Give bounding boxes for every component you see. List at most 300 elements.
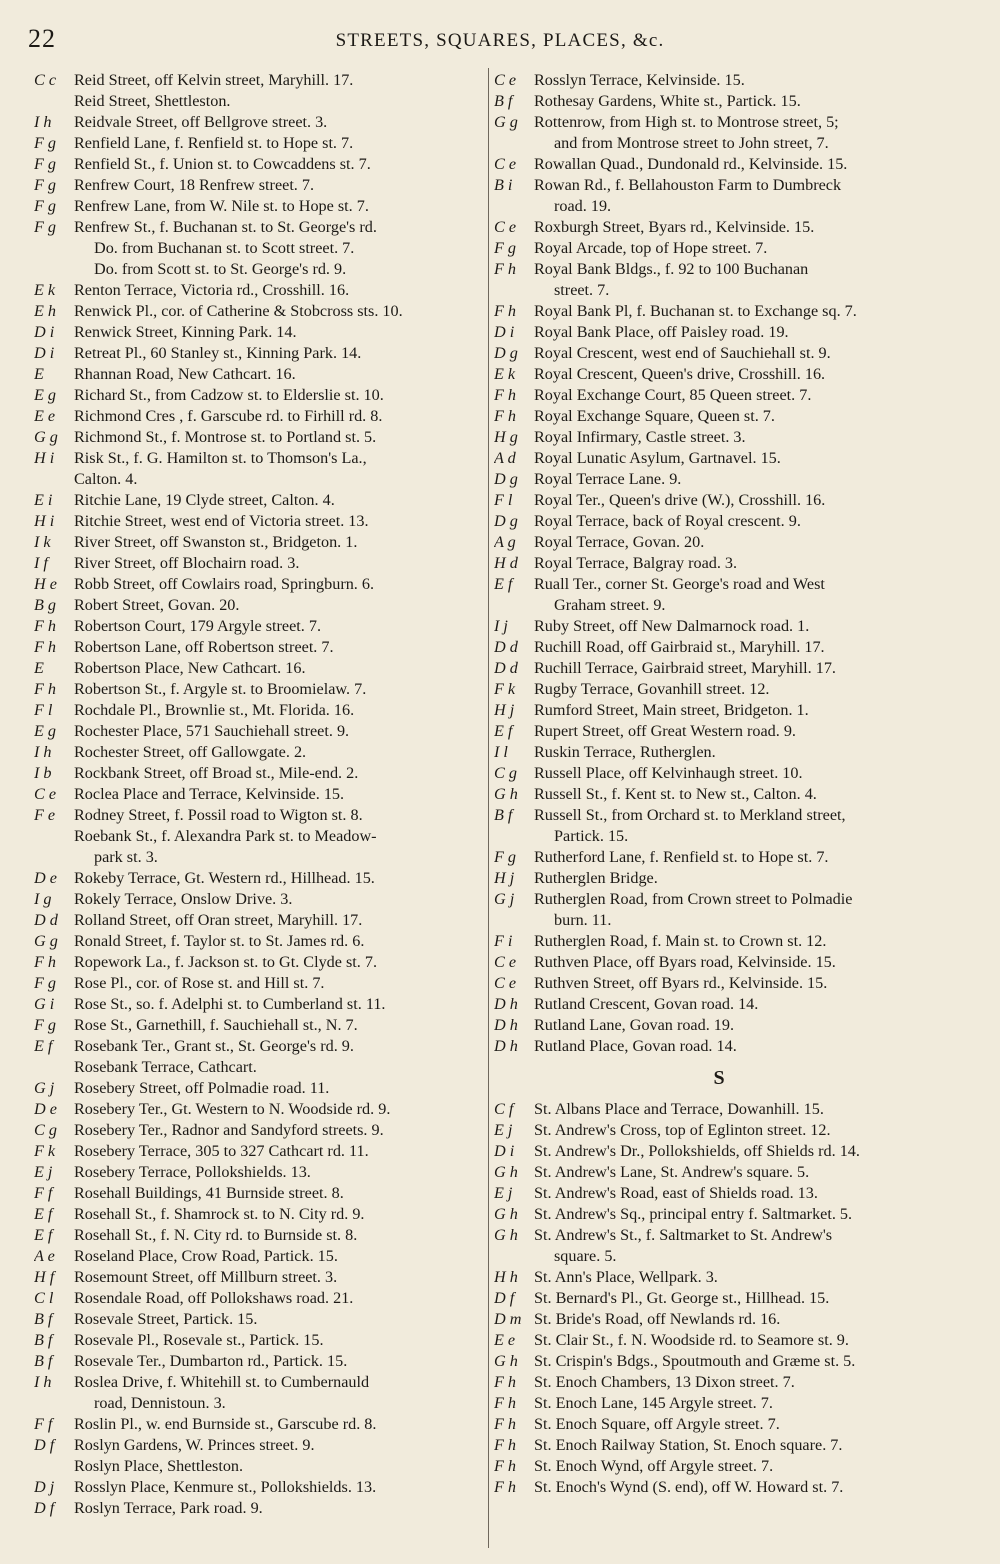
entry-text: Rosebery Street, off Polmadie road. 11. [74,1079,330,1097]
entry-text: Royal Exchange Court, 85 Queen street. 7. [534,386,812,404]
grid-reference: F h [494,386,517,404]
entry-text: Robertson Lane, off Robertson street. 7. [74,638,334,656]
grid-reference: E f [34,1205,53,1223]
grid-reference: F g [34,1016,57,1034]
entry-text: Richmond St., f. Montrose st. to Portland st. 5. [74,428,377,446]
entry-text: Ruall Ter., corner St. George's road and West [534,575,825,593]
directory-entry [494,385,944,406]
grid-reference: D h [494,995,518,1013]
entry-text: St. Crispin's Bdgs., Spoutmouth and Græme st. 5. [534,1352,856,1370]
directory-entry [494,259,944,280]
entry-text: Rutherglen Road, from Crown street to Polmadie [534,890,853,908]
grid-reference: G h [494,1205,518,1223]
entry-text: Rochdale Pl., Brownlie st., Mt. Florida. 16. [74,701,355,719]
entry-text: St. Andrew's Dr., Pollokshields, off Shields rd. 14. [534,1142,860,1160]
entry-text: Royal Terrace Lane. 9. [534,470,682,488]
entry-text: Rokely Terrace, Onslow Drive. 3. [74,890,293,908]
entry-text: Renfrew Lane, from W. Nile st. to Hope st. 7. [74,197,369,215]
grid-reference: F g [34,176,57,194]
grid-reference: F h [494,1394,517,1412]
grid-reference: C e [494,974,517,992]
entry-text: Roslea Drive, f. Whitehill st. to Cumbernauld [74,1373,370,1391]
directory-entry [34,1288,484,1309]
entry-text: Rothesay Gardens, White st., Partick. 15. [534,92,801,110]
directory-entry [494,406,944,427]
directory-entry [494,1267,944,1288]
entry-text: Rolland Street, off Oran street, Maryhill. 17. [74,911,363,929]
entry-text: Ropework La., f. Jackson st. to Gt. Clyde st. 7. [74,953,378,971]
entry-text: Royal Terrace, back of Royal crescent. 9. [534,512,801,530]
directory-entry [494,1183,944,1204]
grid-reference: E f [494,575,513,593]
directory-entry [34,238,484,259]
directory-entry [34,1477,484,1498]
grid-reference: F g [494,239,517,257]
grid-reference: B f [34,1352,53,1370]
entry-text: River Street, off Blochairn road. 3. [74,554,300,572]
grid-reference: C e [494,953,517,971]
directory-entry [34,1036,484,1057]
directory-entry [494,658,944,679]
entry-text: Rutland Place, Govan road. 14. [534,1037,737,1055]
grid-reference: G g [494,113,518,131]
entry-text: Do. from Buchanan st. to Scott street. 7. [94,239,355,257]
entry-text: St. Enoch Railway Station, St. Enoch square. 7. [534,1436,843,1454]
directory-entry [494,910,944,931]
directory-entry [34,1498,484,1519]
grid-reference: E f [494,722,513,740]
grid-reference: I k [34,533,51,551]
directory-entry [34,826,484,847]
grid-reference: G h [494,1352,518,1370]
directory-entry [494,1330,944,1351]
directory-entry [34,70,484,91]
entry-text: Rutherglen Bridge. [534,869,658,887]
directory-entry [494,133,944,154]
grid-reference: H i [34,512,55,530]
grid-reference: C c [34,71,57,89]
directory-entry [494,679,944,700]
entry-text: Renfield Lane, f. Renfield st. to Hope st. 7. [74,134,354,152]
entry-text: Ronald Street, f. Taylor st. to St. James rd. 6. [74,932,365,950]
grid-reference: C e [494,155,517,173]
grid-reference: H j [494,869,515,887]
entry-text: Roebank St., f. Alexandra Park st. to Meadow- [74,827,377,845]
directory-entry [494,175,944,196]
directory-entry [34,1204,484,1225]
directory-entry [494,1477,944,1498]
entry-text: Renfield St., f. Union st. to Cowcaddens st. 7. [74,155,371,173]
grid-reference: I h [34,743,52,761]
directory-entry [494,1414,944,1435]
entry-text: Rosebery Ter., Gt. Western to N. Woodside rd. 9. [74,1100,391,1118]
entry-text: Rokeby Terrace, Gt. Western rd., Hillhead. 15. [74,869,375,887]
directory-entry [494,112,944,133]
entry-text: Rosebery Terrace, 305 to 327 Cathcart rd. 11. [74,1142,369,1160]
entry-text: Ruskin Terrace, Rutherglen. [534,743,716,761]
right-column [494,70,944,1498]
entry-text: Risk St., f. G. Hamilton st. to Thomson's La., [74,449,367,467]
entry-text: Robertson Court, 179 Argyle street. 7. [74,617,321,635]
directory-entry [494,280,944,301]
entry-text: Roslyn Place, Shettleston. [74,1457,244,1475]
grid-reference: F g [34,155,57,173]
entry-text: Rosebery Ter., Radnor and Sandyford streets. 9. [74,1121,384,1139]
entry-text: Royal Terrace, Govan. 20. [534,533,705,551]
grid-reference: F h [494,1373,517,1391]
directory-entry [34,1414,484,1435]
directory-entry [34,1120,484,1141]
directory-entry [494,763,944,784]
directory-entry [494,217,944,238]
grid-reference: D e [34,1100,57,1118]
grid-reference: B f [494,92,513,110]
directory-entry [494,1225,944,1246]
grid-reference: D m [494,1310,522,1328]
grid-reference: C e [494,218,517,236]
grid-reference: H i [34,449,55,467]
grid-reference: F g [34,218,57,236]
directory-entry [34,1099,484,1120]
directory-entry [34,994,484,1015]
entry-text: St. Enoch Wynd, off Argyle street. 7. [534,1457,774,1475]
directory-entry [494,490,944,511]
grid-reference: D j [34,1478,55,1496]
grid-reference: E g [34,722,57,740]
directory-entry [34,490,484,511]
directory-entry [494,1036,944,1057]
grid-reference: E f [34,1037,53,1055]
entry-text: Partick. 15. [554,827,629,845]
grid-reference: E [34,365,44,383]
grid-reference: D i [494,323,515,341]
entry-text: St. Ann's Place, Wellpark. 3. [534,1268,718,1286]
entry-text: Robertson St., f. Argyle st. to Broomielaw. 7. [74,680,367,698]
directory-entry [494,889,944,910]
directory-entry [494,805,944,826]
grid-reference: C l [34,1289,54,1307]
entry-text: Rosebank Ter., Grant st., St. George's rd. 9. [74,1037,354,1055]
entry-text: Rosehall St., f. Shamrock st. to N. City rd. 9. [74,1205,365,1223]
grid-reference: D d [494,659,518,677]
grid-reference: F l [34,701,53,719]
directory-entry [34,364,484,385]
grid-reference: I h [34,113,52,131]
directory-entry [494,196,944,217]
grid-reference: H h [494,1268,518,1286]
directory-entry [34,427,484,448]
grid-reference: E e [34,407,56,425]
entry-text: Rosevale Pl., Rosevale st., Partick. 15. [74,1331,324,1349]
grid-reference: F l [494,491,513,509]
grid-reference: E j [34,1163,53,1181]
entry-text: Rose St., so. f. Adelphi st. to Cumberland st. 11. [74,995,386,1013]
grid-reference: F i [494,932,513,950]
grid-reference: B g [34,596,57,614]
entry-text: Robertson Place, New Cathcart. 16. [74,659,306,677]
grid-reference: I g [34,890,52,908]
entry-text: St. Enoch Lane, 145 Argyle street. 7. [534,1394,773,1412]
grid-reference: D f [34,1436,55,1454]
entry-text: Roslyn Terrace, Park road. 9. [74,1499,263,1517]
directory-entry [34,1246,484,1267]
directory-entry [494,301,944,322]
directory-entry [34,259,484,280]
directory-entry [494,1162,944,1183]
grid-reference: E j [494,1184,513,1202]
entry-text: St. Enoch's Wynd (S. end), off W. Howard st. 7. [534,1478,844,1496]
directory-entry [34,889,484,910]
directory-entry [494,511,944,532]
directory-entry [494,1246,944,1267]
s-entries [494,1099,944,1498]
grid-reference: F f [34,1415,53,1433]
directory-entry [34,553,484,574]
directory-entry [494,1099,944,1120]
grid-reference: I l [494,743,508,761]
grid-reference: G j [34,1079,55,1097]
directory-entry [34,133,484,154]
grid-reference: D h [494,1037,518,1055]
entry-text: Royal Crescent, Queen's drive, Crosshill. 16. [534,365,826,383]
entry-text: Roclea Place and Terrace, Kelvinside. 15. [74,785,345,803]
grid-reference: E i [34,491,53,509]
entry-text: Rumford Street, Main street, Bridgeton. 1. [534,701,809,719]
directory-entry [494,238,944,259]
grid-reference: A e [34,1247,55,1265]
grid-reference: B f [494,806,513,824]
directory-entry [34,805,484,826]
entry-text: Russell St., from Orchard st. to Merkland street, [534,806,846,824]
entry-text: Russell Place, off Kelvinhaugh street. 10. [534,764,803,782]
entry-text: St. Andrew's St., f. Saltmarket to St. Andrew's [534,1226,833,1244]
grid-reference: C g [494,764,517,782]
grid-reference: D h [494,1016,518,1034]
directory-entry [34,469,484,490]
grid-reference: F g [34,134,57,152]
grid-reference: C e [494,71,517,89]
directory-entry [34,1435,484,1456]
grid-reference: G h [494,785,518,803]
grid-reference: F k [34,1142,56,1160]
directory-entry [494,553,944,574]
directory-entry [494,1120,944,1141]
grid-reference: D i [494,1142,515,1160]
grid-reference: F h [494,260,517,278]
directory-entry [494,1351,944,1372]
directory-entry [494,637,944,658]
directory-entry [34,154,484,175]
entry-text: Rose St., Garnethill, f. Sauchiehall st., N. 7. [74,1016,358,1034]
entry-text: Royal Terrace, Balgray road. 3. [534,554,738,572]
entry-text: Do. from Scott st. to St. George's rd. 9. [94,260,347,278]
directory-entry [494,469,944,490]
directory-entry [34,763,484,784]
entry-text: Rottenrow, from High st. to Montrose street, 5; [534,113,839,131]
grid-reference: F g [34,974,57,992]
entry-text: Royal Bank Bldgs., f. 92 to 100 Buchanan [534,260,809,278]
directory-entry [34,1015,484,1036]
directory-entry [494,70,944,91]
entry-text: square. 5. [554,1247,617,1265]
directory-entry [494,721,944,742]
entry-text: Royal Lunatic Asylum, Gartnavel. 15. [534,449,781,467]
directory-entry [34,1351,484,1372]
section-heading-s: S [713,1067,725,1089]
entry-text: Reid Street, off Kelvin street, Maryhill. 17. [74,71,354,89]
directory-entry [494,1015,944,1036]
grid-reference: F h [34,953,57,971]
directory-entry [34,742,484,763]
entry-text: Rosslyn Place, Kenmure st., Pollokshields. 13. [74,1478,377,1496]
directory-entry [34,385,484,406]
entry-text: Royal Bank Place, off Paisley road. 19. [534,323,789,341]
directory-entry [34,1141,484,1162]
entry-text: St. Andrew's Cross, top of Eglinton street. 12. [534,1121,831,1139]
entry-text: Roslyn Gardens, W. Princes street. 9. [74,1436,315,1454]
directory-entry [494,826,944,847]
directory-entry [34,1267,484,1288]
entry-text: burn. 11. [554,911,612,929]
grid-reference: D d [34,911,58,929]
directory-entry [494,973,944,994]
grid-reference: G g [34,428,58,446]
grid-reference: A d [494,449,516,467]
directory-entry [494,1141,944,1162]
directory-entry [494,532,944,553]
grid-reference: D g [494,470,518,488]
grid-reference: C g [34,1121,57,1139]
directory-entry [34,700,484,721]
directory-entry [34,322,484,343]
grid-reference: D e [34,869,57,887]
directory-entry [494,595,944,616]
entry-text: St. Andrew's Road, east of Shields road. 13. [534,1184,818,1202]
directory-entry [34,595,484,616]
directory-entry [34,931,484,952]
left-column [34,70,484,1519]
entry-text: Reidvale Street, off Bellgrove street. 3. [74,113,328,131]
entry-text: Ruthven Place, off Byars road, Kelvinside. 15. [534,953,836,971]
entry-text: Rhannan Road, New Cathcart. 16. [74,365,296,383]
grid-reference: F e [34,806,56,824]
entry-text: St. Clair St., f. N. Woodside rd. to Seamore st. 9. [534,1331,849,1349]
grid-reference: I h [34,1373,52,1391]
directory-entry [494,427,944,448]
directory-entry [34,637,484,658]
entry-text: road, Dennistoun. 3. [94,1394,226,1412]
directory-entry [494,448,944,469]
directory-entry [494,1204,944,1225]
entry-text: park st. 3. [94,848,158,866]
grid-reference: H d [494,554,518,572]
entry-text: Robert Street, Govan. 20. [74,596,240,614]
directory-entry [34,196,484,217]
entry-text: Rosehall St., f. N. City rd. to Burnside st. 8. [74,1226,358,1244]
directory-entry [494,847,944,868]
directory-entry [34,280,484,301]
grid-reference: C e [34,785,57,803]
entry-text: Rupert Street, off Great Western road. 9. [534,722,796,740]
entry-text: Richard St., from Cadzow st. to Elderslie st. 10. [74,386,384,404]
entry-text: Rosslyn Terrace, Kelvinside. 15. [534,71,745,89]
entry-text: Rosebank Terrace, Cathcart. [74,1058,257,1076]
directory-entry [494,1309,944,1330]
directory-entry [34,847,484,868]
entry-text: Rutland Lane, Govan road. 19. [534,1016,735,1034]
directory-entry [34,616,484,637]
entry-text: St. Andrew's Lane, St. Andrew's square. 5. [534,1163,810,1181]
entry-text: Ruthven Street, off Byars rd., Kelvinside. 15. [534,974,828,992]
grid-reference: F h [494,302,517,320]
directory-entry [494,868,944,889]
directory-entry [34,1183,484,1204]
directory-entry [494,952,944,973]
entry-text: Rutherford Lane, f. Renfield st. to Hope st. 7. [534,848,829,866]
entry-text: St. Enoch Chambers, 13 Dixon street. 7. [534,1373,795,1391]
directory-entry [494,700,944,721]
grid-reference: E [34,659,44,677]
grid-reference: E k [34,281,56,299]
directory-entry [494,343,944,364]
entry-text: Roslin Pl., w. end Burnside st., Garscube rd. 8. [74,1415,377,1433]
entry-text: St. Andrew's Sq., principal entry f. Saltmarket. 5. [534,1205,853,1223]
entry-text: Ruby Street, off New Dalmarnock road. 1. [534,617,810,635]
directory-entry [34,91,484,112]
grid-reference: I f [34,554,48,572]
column-divider [488,68,489,1548]
directory-entry [494,994,944,1015]
directory-entry [494,742,944,763]
grid-reference: F g [494,848,517,866]
directory-entry [494,364,944,385]
grid-reference: H e [34,575,57,593]
entry-text: Royal Bank Pl, f. Buchanan st. to Exchange sq. 7. [534,302,857,320]
entry-text: Graham street. 9. [554,596,666,614]
entry-text: and from Montrose street to John street, 7. [554,134,829,152]
grid-reference: H g [494,428,518,446]
directory-entry [34,952,484,973]
directory-entry [34,217,484,238]
directory-entry [34,1078,484,1099]
page-number: 22 [28,24,56,53]
grid-reference: A g [494,533,516,551]
directory-entry [34,721,484,742]
grid-reference: G g [34,932,58,950]
grid-reference: B i [494,176,513,194]
directory-entry [34,112,484,133]
grid-reference: F h [494,1478,517,1496]
directory-entry [34,406,484,427]
grid-reference: D f [494,1289,515,1307]
entry-text: Rosehall Buildings, 41 Burnside street. 8. [74,1184,344,1202]
directory-entry [34,532,484,553]
grid-reference: E h [34,302,57,320]
directory-entry [494,91,944,112]
entry-text: Robb Street, off Cowlairs road, Springburn. 6. [74,575,375,593]
entry-text: Renton Terrace, Victoria rd., Crosshill. 16. [74,281,350,299]
entry-text: Rugby Terrace, Govanhill street. 12. [534,680,770,698]
entry-text: street. 7. [554,281,610,299]
directory-entry [494,154,944,175]
directory-entry [34,679,484,700]
entry-text: Royal Exchange Square, Queen st. 7. [534,407,775,425]
directory-entry [34,175,484,196]
entry-text: Royal Crescent, west end of Sauchiehall st. 9. [534,344,831,362]
entry-text: Rowan Rd., f. Bellahouston Farm to Dumbreck [534,176,842,194]
grid-reference: D i [34,323,55,341]
entry-text: Royal Infirmary, Castle street. 3. [534,428,746,446]
